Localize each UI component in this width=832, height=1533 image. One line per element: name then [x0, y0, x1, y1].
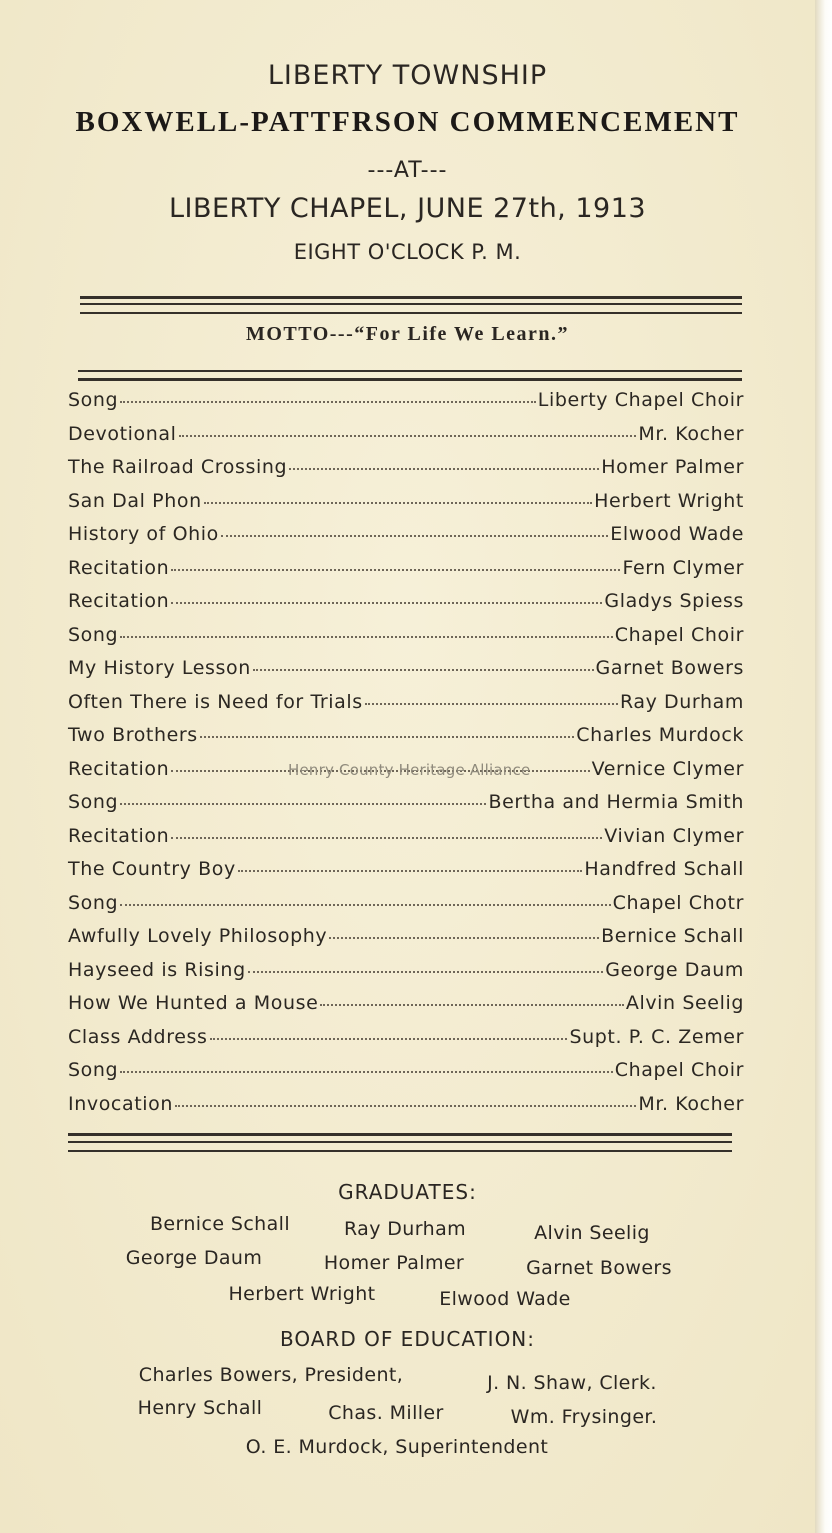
program-row — [68, 691, 744, 725]
program-performer: Liberty Chapel Choir — [537, 389, 744, 411]
program-performer: Handfred Schall — [584, 858, 744, 880]
board-member: O. E. Murdock, Superintendent — [245, 1436, 549, 1458]
program-item: History of Ohio — [68, 523, 219, 545]
program-row — [68, 624, 744, 658]
time-line: EIGHT O'CLOCK P. M. — [293, 240, 522, 264]
program-item: Awfully Lovely Philosophy — [68, 925, 328, 947]
dot-leader — [238, 870, 583, 872]
top-rule-2 — [80, 303, 742, 305]
at-line: ---AT--- — [367, 158, 448, 183]
dot-leader — [329, 937, 599, 939]
program-row — [68, 490, 744, 524]
program-performer: Chapel Choir — [614, 1059, 744, 1081]
graduate-name: Elwood Wade — [439, 1288, 571, 1310]
program-item: How We Hunted a Mouse — [68, 992, 319, 1014]
program-performer: Alvin Seelig — [625, 992, 744, 1014]
program-performer: Bernice Schall — [601, 925, 744, 947]
program-row — [68, 825, 744, 859]
graduate-name: Ray Durham — [343, 1218, 467, 1240]
dot-leader — [171, 602, 602, 604]
program-item: Class Address — [68, 1025, 208, 1048]
graduate-name: Homer Palmer — [323, 1252, 465, 1274]
program-row — [68, 657, 744, 691]
dot-leader — [221, 535, 608, 537]
dot-leader — [248, 971, 604, 973]
dot-leader — [175, 1105, 636, 1107]
bottom-rule-3 — [68, 1150, 732, 1152]
dot-leader — [120, 401, 536, 403]
graduate-name: Alvin Seelig — [534, 1222, 650, 1244]
program-performer: Chapel Chotr — [612, 891, 744, 914]
program-performer: Supt. P. C. Zemer — [569, 1025, 744, 1048]
program-item: Hayseed is Rising — [68, 958, 246, 981]
board-member: Henry Schall — [137, 1397, 263, 1419]
graduate-name: Bernice Schall — [149, 1213, 291, 1235]
program-item: Song — [68, 623, 119, 646]
board-member: Charles Bowers, President, — [138, 1364, 404, 1386]
program-performer: Elwood Wade — [610, 523, 744, 545]
graduate-name: Herbert Wright — [228, 1283, 376, 1305]
dot-leader — [120, 803, 486, 805]
program-performer: Chapel Choir — [614, 623, 744, 646]
commencement-title: BOXWELL-PATTFRSON COMMENCEMENT — [75, 106, 740, 138]
program-performer: Homer Palmer — [601, 456, 744, 478]
program-row — [68, 925, 744, 959]
program-item: Song — [68, 791, 119, 813]
program-row — [68, 423, 744, 457]
program-row — [68, 892, 744, 926]
program-performer: Vernice Clymer — [591, 757, 744, 780]
dot-leader — [171, 569, 620, 571]
dot-leader — [204, 502, 592, 504]
program-item: My History Lesson — [68, 657, 251, 679]
graduate-name: George Daum — [125, 1247, 263, 1269]
program-item: Song — [68, 891, 119, 914]
program-row — [68, 523, 744, 557]
board-heading: BOARD OF EDUCATION: — [279, 1327, 536, 1351]
program-performer: Mr. Kocher — [638, 422, 744, 445]
program-performer: Charles Murdock — [576, 724, 744, 746]
program-item: San Dal Phon — [68, 489, 202, 512]
scan-edge — [815, 0, 832, 1533]
dot-leader — [120, 636, 613, 638]
dot-leader — [200, 736, 574, 738]
program-item: The Railroad Crossing — [68, 456, 288, 478]
dot-leader — [289, 468, 599, 470]
program-row — [68, 1093, 744, 1127]
program-item: Recitation — [68, 757, 170, 780]
bottom-rule-2 — [68, 1141, 732, 1143]
board-member: J. N. Shaw, Clerk. — [487, 1372, 657, 1394]
motto-rule-1 — [78, 370, 742, 372]
program-item: Two Brothers — [68, 724, 198, 746]
program-row — [68, 724, 744, 758]
program-row — [68, 590, 744, 624]
program-row — [68, 858, 744, 892]
dot-leader — [179, 435, 637, 437]
watermark: Henry County Heritage Alliance — [288, 761, 531, 779]
program-performer: Herbert Wright — [594, 489, 744, 512]
top-rule-1 — [80, 296, 742, 299]
program-list — [68, 389, 744, 1126]
dot-leader — [253, 669, 594, 671]
program-performer: George Daum — [605, 958, 744, 981]
board-member: Chas. Miller — [328, 1402, 444, 1424]
top-rule-3 — [80, 312, 742, 314]
program-item: Often There is Need for Trials — [68, 690, 363, 713]
dot-leader — [120, 904, 610, 906]
program-performer: Mr. Kocher — [638, 1092, 744, 1115]
program-item: Recitation — [68, 556, 170, 579]
program-performer: Ray Durham — [619, 690, 744, 713]
dot-leader — [320, 1004, 623, 1006]
program-row — [68, 959, 744, 993]
program-performer: Bertha and Hermia Smith — [488, 791, 744, 813]
program-item: The Country Boy — [68, 858, 236, 880]
program-row — [68, 791, 744, 825]
graduates-heading: GRADUATES: — [338, 1180, 477, 1204]
program-row — [68, 992, 744, 1026]
dot-leader — [210, 1038, 568, 1040]
program-performer: Fern Clymer — [622, 556, 744, 579]
program-item: Song — [68, 1059, 119, 1081]
program-performer: Gladys Spiess — [604, 590, 744, 612]
program-row — [68, 1026, 744, 1060]
program-performer: Garnet Bowers — [595, 657, 744, 679]
motto-rule-2 — [78, 378, 742, 381]
program-item: Recitation — [68, 824, 170, 847]
township-title: LIBERTY TOWNSHIP — [267, 60, 548, 91]
program-item: Recitation — [68, 590, 170, 612]
program-item: Invocation — [68, 1092, 173, 1115]
venue-date: LIBERTY CHAPEL, JUNE 27th, 1913 — [168, 193, 647, 224]
bottom-rule-1 — [68, 1133, 732, 1136]
program-row — [68, 557, 744, 591]
dot-leader — [171, 837, 602, 839]
motto: MOTTO---“For Life We Learn.” — [245, 323, 570, 345]
program-row — [68, 1059, 744, 1093]
program-performer: Vivian Clymer — [604, 824, 744, 847]
program-item: Song — [68, 389, 119, 411]
board-member: Wm. Frysinger. — [510, 1406, 658, 1428]
dot-leader — [365, 703, 618, 705]
graduate-name: Garnet Bowers — [526, 1257, 672, 1279]
program-row — [68, 389, 744, 423]
dot-leader — [120, 1071, 613, 1073]
program-row — [68, 456, 744, 490]
program-item: Devotional — [68, 422, 177, 445]
